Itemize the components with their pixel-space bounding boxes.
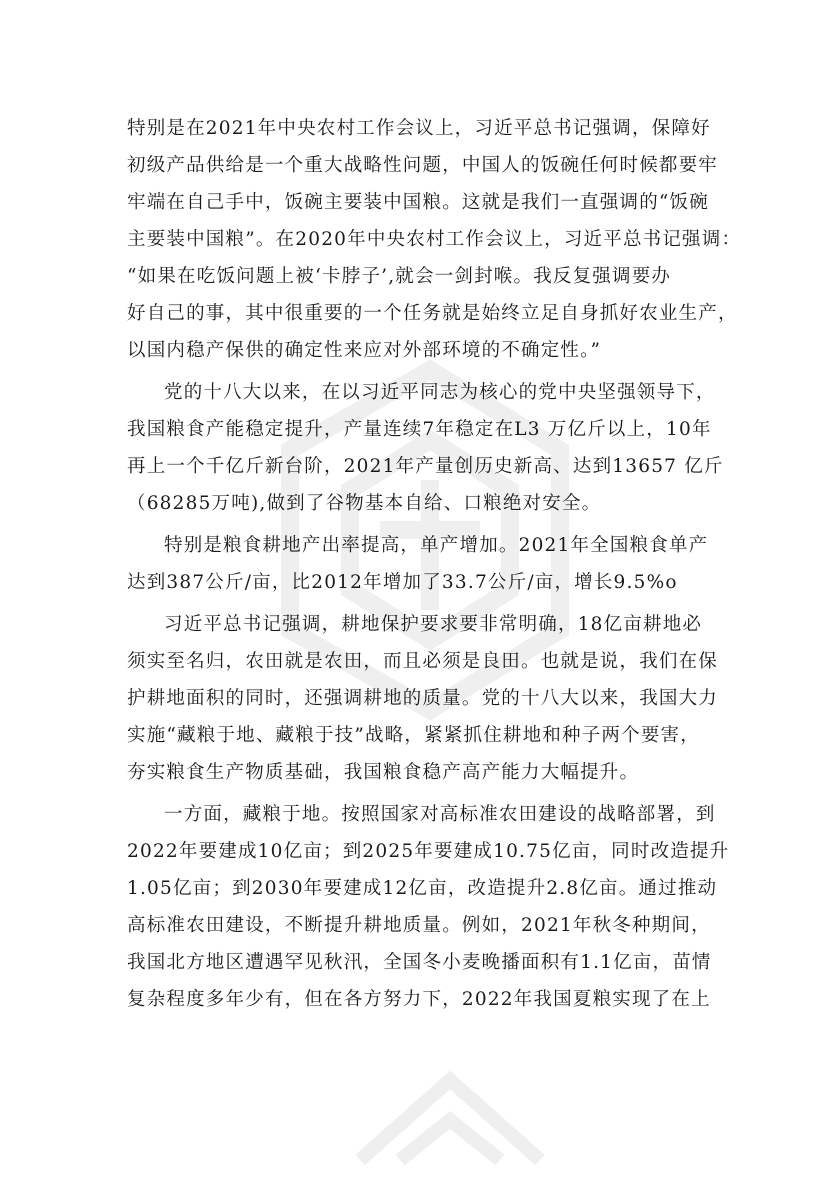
text-line: （68285万吨),做到了谷物基本自给、口粮绝对安全。 — [127, 493, 602, 514]
text-line: 好自己的事，其中很重要的一个任务就是始终立足自身抓好农业生产， — [127, 303, 738, 324]
text-line: 初级产品供给是一个重大战略性问题，中国人的饭碗任何时候都要牢 — [127, 155, 719, 176]
watermark-logo-bottom — [330, 1040, 570, 1180]
text-line: 1.05亿亩；到2030年要建成12亿亩，改造提升2.8亿亩。通过推动 — [127, 878, 718, 899]
text-line: 达到387公斤/亩，比2012年增加了33.7公斤/亩，增长9.5%o — [127, 572, 678, 593]
text-line: 再上一个千亿斤新台阶，2021年产量创历史新高、达到13657 亿斤 — [127, 456, 724, 477]
text-line: 牢端在自己手中，饭碗主要装中国粮。这就是我们一直强调的“饭碗 — [127, 192, 709, 213]
paragraph-start-line: 党的十八大以来，在以习近平同志为核心的党中央坚强领导下， — [164, 382, 716, 403]
text-line: 高标准农田建设，不断提升耕地质量。例如，2021年秋冬种期间， — [127, 915, 711, 936]
text-line: “如果在吃饭问题上被‘卡脖子’,就会一剑封喉。我反复强调要办 — [127, 266, 672, 287]
text-line: 我国北方地区遭遇罕见秋汛，全国冬小麦晚播面积有1.1亿亩，苗情 — [127, 952, 712, 973]
text-line: 须实至名归，农田就是农田，而且必须是良田。也就是说，我们在保 — [127, 651, 719, 672]
text-line: 护耕地面积的同时，还强调耕地的质量。党的十八大以来，我国大力 — [127, 688, 719, 709]
paragraph-start-line: 特别是粮食耕地产出率提高，单产增加。2021年全国粮食单产 — [164, 535, 709, 556]
text-line: 夯实粮食生产物质基础，我国粮食稳产高产能力大幅提升。 — [127, 762, 640, 783]
text-line: 特别是在2021年中央农村工作会议上，习近平总书记强调，保障好 — [127, 118, 711, 139]
text-line: 复杂程度多年少有，但在各方努力下，2022年我国夏粮实现了在上 — [127, 989, 711, 1010]
paragraph-start-line: 一方面，藏粮于地。按照国家对高标准农田建设的战略部署，到 — [164, 804, 716, 825]
paragraph-start-line: 习近平总书记强调，耕地保护要求要非常明确，18亿亩耕地必 — [164, 614, 703, 635]
text-line: 以国内稳产保供的确定性来应对外部环境的不确定性。” — [127, 340, 602, 361]
text-line: 主要装中国粮”。在2020年中央农村工作会议上，习近平总书记强调： — [127, 229, 742, 250]
text-line: 2022年要建成10亿亩；到2025年要建成10.75亿亩，同时改造提升 — [127, 841, 730, 862]
text-line: 实施“藏粮于地、藏粮于技”战略，紧紧抓住耕地和种子两个要害， — [127, 725, 700, 746]
text-line: 我国粮食产能稳定提升，产量连续7年稳定在L3 万亿斤以上，10年 — [127, 419, 712, 440]
document-body — [127, 106, 742, 1018]
